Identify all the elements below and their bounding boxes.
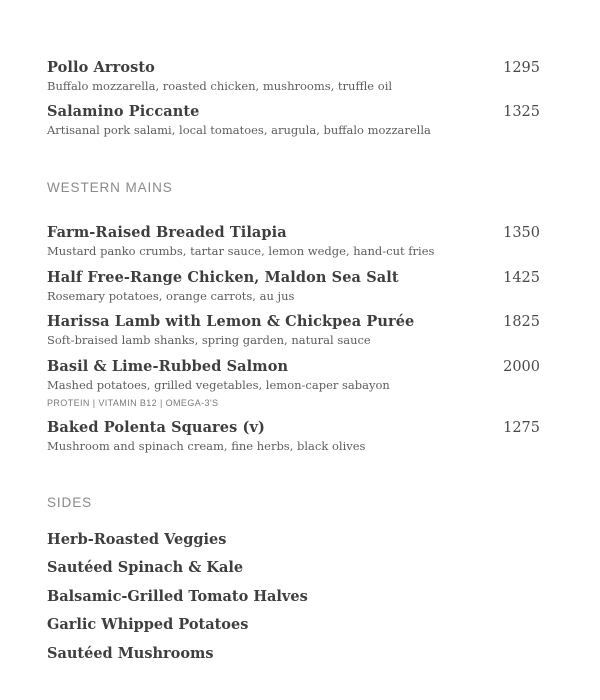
item-name: Half Free-Range Chicken, Maldon Sea Salt	[47, 269, 399, 286]
item-description: Artisanal pork salami, local tomatoes, arugula, buffalo mozzarella	[47, 123, 431, 137]
menu-item-pollo-arrosto	[47, 59, 540, 93]
item-description: Rosemary potatoes, orange carrots, au jus	[47, 289, 295, 303]
item-description: Mushroom and spinach cream, fine herbs, black olives	[47, 439, 366, 453]
item-description: Mashed potatoes, grilled vegetables, lemon-caper sabayon	[47, 378, 390, 392]
menu-item-polenta	[47, 419, 540, 453]
item-name: Baked Polenta Squares (v)	[47, 419, 265, 436]
section-heading-western-mains: WESTERN MAINS	[47, 180, 173, 195]
item-name: Basil & Lime-Rubbed Salmon	[47, 358, 289, 375]
item-description: Mustard panko crumbs, tartar sauce, lemon wedge, hand-cut fries	[47, 244, 435, 258]
side-item-herb-roasted-veggies: Herb-Roasted Veggies	[47, 531, 227, 548]
item-price: 2000	[503, 359, 540, 375]
item-name: Farm-Raised Breaded Tilapia	[47, 224, 287, 241]
side-item-spinach-kale: Sautéed Spinach & Kale	[47, 559, 244, 576]
side-item-sauteed-mushrooms: Sautéed Mushrooms	[47, 645, 214, 662]
item-price: 1295	[503, 60, 540, 76]
item-name: Pollo Arrosto	[47, 59, 155, 76]
item-name: Salamino Piccante	[47, 103, 200, 120]
side-item-whipped-potatoes: Garlic Whipped Potatoes	[47, 616, 249, 633]
menu-item-tilapia	[47, 224, 540, 258]
item-name: Harissa Lamb with Lemon & Chickpea Purée	[47, 313, 415, 330]
menu-item-half-chicken	[47, 269, 540, 303]
nutrition-tags: PROTEIN | VITAMIN B12 | OMEGA-3'S	[47, 398, 219, 408]
item-price: 1325	[503, 104, 540, 120]
menu-item-salamino-piccante	[47, 103, 540, 137]
side-item-tomato-halves: Balsamic-Grilled Tomato Halves	[47, 588, 308, 605]
item-price: 1425	[503, 270, 540, 286]
item-price: 1350	[503, 225, 540, 241]
item-description: Soft-braised lamb shanks, spring garden, natural sauce	[47, 333, 371, 347]
item-price: 1825	[503, 314, 540, 330]
item-price: 1275	[503, 420, 540, 436]
section-heading-sides: SIDES	[47, 495, 93, 510]
item-description: Buffalo mozzarella, roasted chicken, mushrooms, truffle oil	[47, 79, 393, 93]
menu-item-harissa-lamb	[47, 313, 540, 347]
menu-item-salmon	[47, 358, 540, 408]
